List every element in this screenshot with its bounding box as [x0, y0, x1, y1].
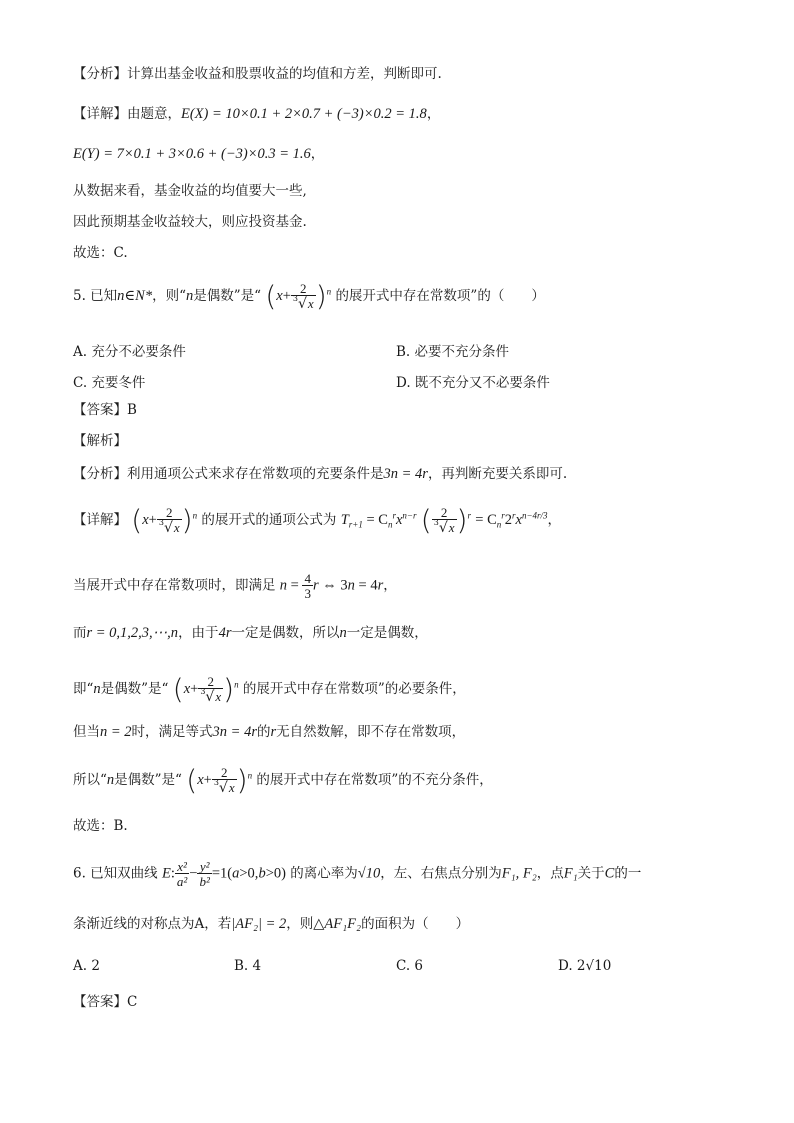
l3-mid: 是偶数”是“ — [100, 681, 169, 697]
l2-mid2: 一定是偶数，所以 — [231, 625, 340, 641]
general-term-formula: $T_{r+1} = C_n^rx^{n-r}$ ( $\frac{2}{^3√x}$ )$^r = C_n^r2^rx^{n-4r/3}$ — [340, 503, 548, 537]
analysis-tag: 【分析】 — [73, 466, 127, 482]
binomial-expression: (x+ $\frac{2}{^3√x}$ )$^n$ — [131, 503, 198, 537]
analysis-text: 利用通项公式来求存在常数项的充要条件是 — [127, 466, 384, 482]
detail-tag: 【详解】 — [73, 106, 127, 122]
q6-stem-line-1 — [73, 860, 641, 888]
q5-n: n — [185, 288, 194, 304]
q5-answer — [73, 402, 137, 418]
l4-r: r — [270, 724, 277, 740]
q5-prefix: 5. 已知 — [73, 288, 118, 304]
answer-tag: 【答案】 — [73, 402, 127, 418]
l2-4r: 4r — [218, 625, 232, 641]
l4-pre: 但当 — [73, 724, 100, 740]
analysis-eq: 3n = 4r — [383, 466, 428, 482]
q6-l2c: 的面积为（ ） — [361, 916, 470, 932]
q6-mid2: ，左、右焦点分别为 — [380, 865, 502, 882]
q4-conclusion-1: 从数据来看，基金收益的均值要大一些, — [73, 183, 307, 199]
q6-option-c[interactable]: C. 6 — [396, 958, 424, 974]
q5-option-c[interactable]: C. 充要冬件 — [73, 375, 146, 391]
l2-eq: r = 0,1,2,3,⋯,n — [86, 625, 179, 641]
q6-c: C — [604, 865, 615, 882]
l5-pre: 所以“ — [73, 772, 107, 788]
detail-intro: 由题意， — [127, 106, 181, 122]
answer-tag: 【答案】 — [73, 994, 127, 1010]
l5-mid: 是偶数”是“ — [114, 772, 182, 788]
q5-cond: n∈N* — [117, 288, 153, 304]
q6-f1: F₁ — [563, 865, 578, 882]
q5-choose: 故选：B. — [73, 818, 128, 834]
q5-line-1: 当展开式中存在常数项时，即满足 n = $\frac{4}{3}$ r ⇔ 3n = 4r， — [73, 571, 397, 601]
ey-equation: E(Y) = 7×0.1 + 3×0.6 + (−3)×0.3 = 1.6 — [73, 146, 311, 162]
q5-option-a[interactable]: A. 充分不必要条件 — [73, 344, 186, 360]
q5-jiexi-tag: 【解析】 — [73, 433, 127, 449]
q6-cond: |AF₂| = 2 — [231, 916, 287, 932]
hyperbola-equation: E: $\frac{\text{x²}}{\text{a²}}$ − $\frac{\text{y²}}{\text{b²}}$ =1(a>0,b>0) — [161, 859, 286, 889]
q6-option-d[interactable]: D. 2√10 — [558, 958, 612, 974]
binomial-expression: (x+ $\frac{2}{^3√x}$ )$^n$ — [186, 763, 253, 797]
q6-prefix: 6. 已知双曲线 — [73, 865, 158, 882]
l1-equation: n = $\frac{4}{3}$ r ⇔ 3n = 4r — [279, 571, 384, 601]
q5-option-b[interactable]: B. 必要不充分条件 — [396, 344, 510, 360]
q5-line-5 — [73, 763, 493, 797]
q4-ey-line: E(Y) = 7×0.1 + 3×0.6 + (−3)×0.3 = 1.6， — [73, 146, 325, 162]
answer-value: B — [127, 402, 137, 418]
l1-text: 当展开式中存在常数项时，即满足 — [73, 577, 276, 594]
l5-end: 的展开式中存在常数项”的不充分条件， — [256, 772, 493, 788]
q6-l2b: ，则 — [286, 916, 314, 932]
ex-equation: E(X) = 10×0.1 + 2×0.7 + (−3)×0.2 = 1.8 — [181, 106, 427, 122]
q6-mid4: 关于 — [577, 865, 605, 882]
q6-l2a: 条渐近线的对称点为A，若 — [73, 916, 232, 932]
l3-end: 的展开式中存在常数项”的必要条件， — [242, 681, 466, 697]
q5-suffix: 的展开式中存在常数项”的（ ） — [335, 288, 545, 304]
q4-analysis-line — [73, 66, 442, 82]
q5-line-2 — [73, 625, 428, 642]
q5-even: 是偶数”是“ — [193, 288, 262, 304]
q5-line-3 — [73, 672, 466, 706]
q6-mid: 的离心率为 — [290, 865, 358, 882]
binomial-expression: (x+ $\frac{2}{^3√x}$ )$^n$ — [172, 672, 239, 706]
l4-mid2: 的 — [256, 724, 271, 740]
l3-n: n — [93, 681, 101, 697]
q5-detail-line: 【详解】 (x+ $\frac{2}{^3√x}$ )$^n$ 的展开式的通项公式为 $T_{r+1} = C_n^rx^{n-r}$ ( $\frac{2}{^3√x}$ )$^r = C_n^r2^rx^{n-4r/3}$， — [73, 503, 562, 537]
l3-pre: 即“ — [73, 681, 94, 697]
q5-stem-mid: ，则“ — [152, 288, 186, 304]
q4-conclusion-2: 因此预期基金收益较大，则应投资基金. — [73, 214, 307, 230]
q4-detail-line: 【详解】由题意，E(X) = 10×0.1 + 2×0.7 + (−3)×0.2 = 1.8， — [73, 106, 441, 122]
analysis-text: 计算出基金收益和股票收益的均值和方差，判断即可. — [127, 66, 442, 82]
answer-value: C — [127, 994, 138, 1010]
q6-option-b[interactable]: B. 4 — [234, 958, 262, 974]
q6-option-a[interactable]: A. 2 — [73, 958, 100, 974]
q6-tri: △AF₁F₂ — [313, 916, 362, 932]
q5-option-d[interactable]: D. 既不充分又不必要条件 — [396, 375, 550, 391]
q5-stem — [73, 279, 545, 313]
q6-answer — [73, 994, 137, 1010]
binomial-expression: (x+ $\frac{2}{^3√x}$ )$^n$ — [265, 279, 332, 313]
l4-mid: 时，满足等式 — [131, 724, 213, 740]
l4-eq: n = 2 — [100, 724, 132, 740]
l2-end: 一定是偶数， — [346, 625, 428, 641]
q5-analysis-line — [73, 466, 567, 483]
analysis-tag: 【分析】 — [73, 66, 127, 82]
detail-text: 的展开式的通项公式为 — [201, 512, 337, 528]
l2-pre: 而 — [73, 625, 87, 641]
q6-mid3: ，点 — [536, 865, 564, 882]
q4-choose: 故选：C. — [73, 245, 128, 261]
l4-eq2: 3n = 4r — [212, 724, 257, 740]
l5-n: n — [106, 772, 115, 788]
detail-tag: 【详解】 — [73, 512, 127, 528]
l2-mid: ，由于 — [178, 625, 219, 641]
q6-stem-line-2 — [73, 916, 469, 933]
l2-n: n — [339, 625, 347, 641]
l4-end: 无自然数解，即不存在常数项， — [276, 724, 466, 740]
q6-ecc: √10 — [357, 865, 381, 882]
q6-end: 的一 — [614, 865, 642, 882]
q5-line-4 — [73, 724, 465, 741]
q6-foci: F₁, F₂ — [501, 865, 537, 882]
analysis-end: ，再判断充要关系即可. — [427, 466, 568, 482]
